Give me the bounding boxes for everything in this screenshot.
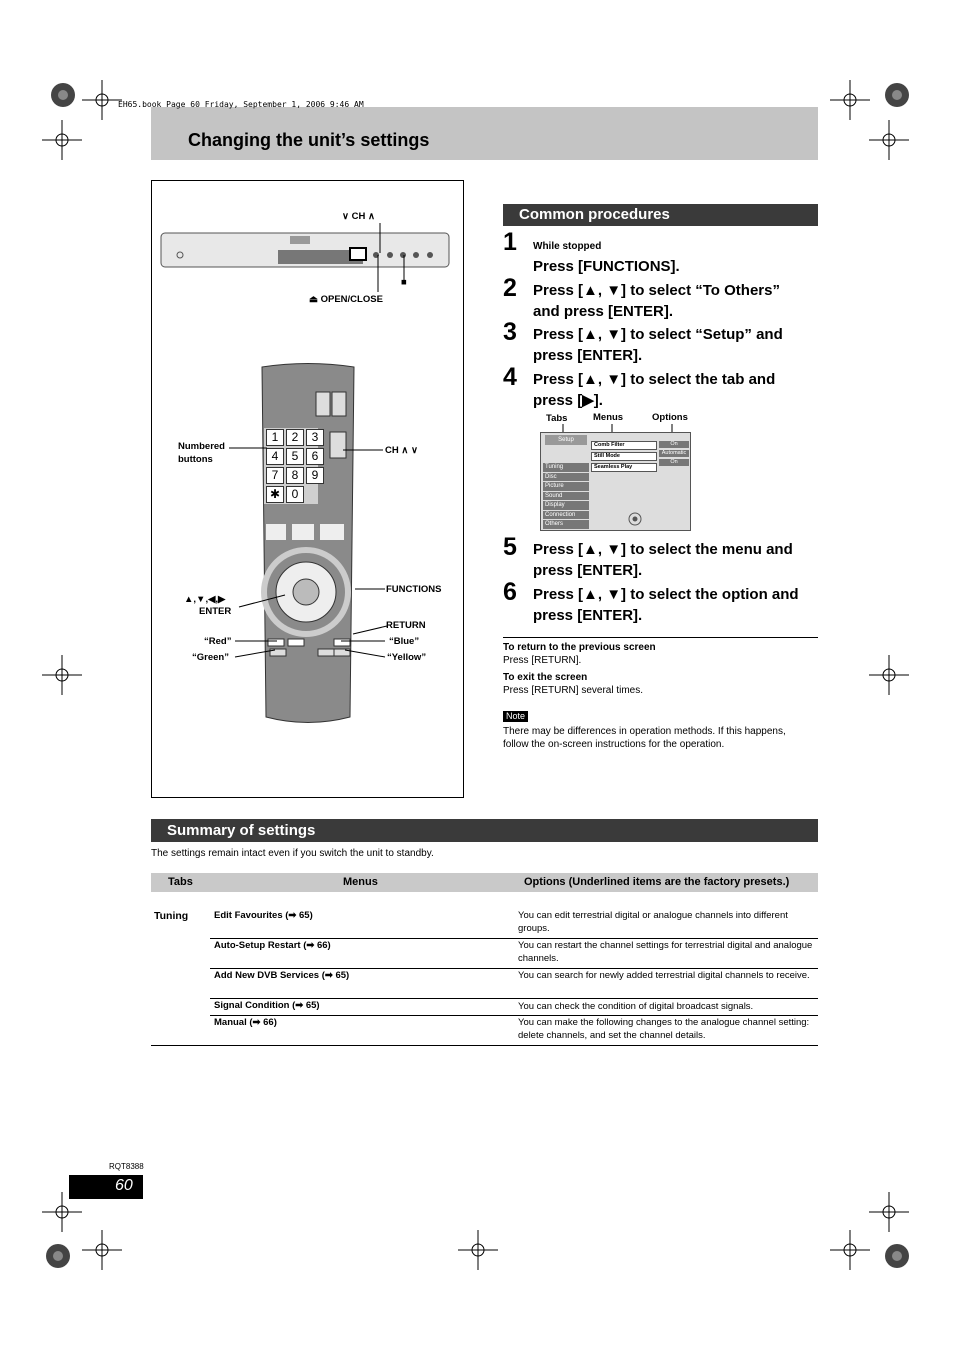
step-5-line2: press [ENTER]. xyxy=(533,562,643,579)
step-4-line2: press [▶]. xyxy=(533,392,603,409)
key-3: 3 xyxy=(306,429,324,446)
ch-right-label: CH ∧ ∨ xyxy=(385,445,418,456)
step-6-line2: press [ENTER]. xyxy=(533,607,643,624)
step-1-precondition: While stopped xyxy=(533,241,602,252)
screen-option: Automatic xyxy=(659,450,689,457)
key-6: 6 xyxy=(306,448,324,465)
procedures-divider xyxy=(503,637,818,638)
screen-option: On xyxy=(659,459,689,466)
screen-tab: Picture xyxy=(543,482,589,491)
setup-screen-title: Setup xyxy=(545,435,587,445)
key-9: 9 xyxy=(306,467,324,484)
table-bottom-line xyxy=(151,1045,818,1046)
step-2-line2: and press [ENTER]. xyxy=(533,303,674,320)
file-info: EH65.book Page 60 Friday, September 1, 2006 9:46 AM xyxy=(118,100,364,109)
note-line-1: There may be differences in operation methods. If this happens, xyxy=(503,726,786,737)
registration-mark-icon xyxy=(43,75,83,115)
common-procedures-heading: Common procedures xyxy=(503,204,818,226)
screen-navigation-icon xyxy=(625,511,645,527)
return-heading: To return to the previous screen xyxy=(503,642,656,653)
numbered-buttons-label-2: buttons xyxy=(178,454,213,465)
table-row-option: You can make the following changes to the analogue channel setting: delete channels, and set the channel details. xyxy=(518,1017,810,1041)
screen-menu: Still Mode xyxy=(591,452,657,461)
registration-mark-icon xyxy=(877,1236,917,1276)
table-row-menu: Edit Favourites (➡ 65) xyxy=(214,910,313,921)
step-5-number: 5 xyxy=(503,533,517,561)
table-row-option: You can search for newly added terrestrial digital channels to receive. xyxy=(518,970,810,981)
setup-screen xyxy=(540,432,691,531)
open-close-label: ⏏ OPEN/CLOSE xyxy=(309,294,383,305)
screen-option: On xyxy=(659,441,689,448)
page-number: 60 xyxy=(115,1177,133,1194)
screen-label-tabs: Tabs xyxy=(546,413,568,424)
screen-tab: Sound xyxy=(543,492,589,501)
screen-tab: Connection xyxy=(543,511,589,520)
table-row-menu: Signal Condition (➡ 65) xyxy=(214,1000,320,1011)
exit-heading: To exit the screen xyxy=(503,672,588,683)
key-5: 5 xyxy=(286,448,304,465)
stop-symbol: ■ xyxy=(401,277,407,288)
screen-tab: Display xyxy=(543,501,589,510)
key-star: ✱ xyxy=(266,486,284,503)
page-title: Changing the unit’s settings xyxy=(188,130,430,150)
table-row-menu: Auto-Setup Restart (➡ 66) xyxy=(214,940,331,951)
numbered-buttons-label-1: Numbered xyxy=(178,441,225,452)
row-divider xyxy=(210,998,818,999)
crosshair-icon xyxy=(82,1230,122,1270)
remote-leader-lines xyxy=(225,440,395,670)
enter-label: ENTER xyxy=(199,606,232,617)
key-8: 8 xyxy=(286,467,304,484)
step-6-number: 6 xyxy=(503,578,517,606)
red-label: “Red” xyxy=(204,636,232,647)
screen-menu: Seamless Play xyxy=(591,463,657,472)
ch-top-label: ∨ CH ∧ xyxy=(342,211,375,222)
screen-menus xyxy=(591,441,657,474)
crosshair-icon xyxy=(458,1230,498,1270)
tab-tuning: Tuning xyxy=(154,910,189,922)
crosshair-icon xyxy=(869,655,909,695)
summary-intro: The settings remain intact even if you switch the unit to standby. xyxy=(151,848,434,859)
leader-lines xyxy=(160,215,460,300)
screen-tab: Tuning xyxy=(543,463,589,472)
return-text: Press [RETURN]. xyxy=(503,655,582,666)
blue-label: “Blue” xyxy=(389,636,420,647)
screen-label-options: Options xyxy=(652,412,688,423)
screen-options xyxy=(659,441,689,468)
key-1: 1 xyxy=(266,429,284,446)
step-1-text: Press [FUNCTIONS]. xyxy=(533,258,680,275)
screen-tabs xyxy=(543,463,589,530)
yellow-label: “Yellow” xyxy=(387,652,427,663)
step-3-line1: Press [▲, ▼] to select “Setup” and xyxy=(533,326,783,343)
step-2-line1: Press [▲, ▼] to select “To Others” xyxy=(533,282,780,299)
step-6-line1: Press [▲, ▼] to select the option and xyxy=(533,586,799,603)
col-tabs: Tabs xyxy=(168,876,193,888)
key-2: 2 xyxy=(286,429,304,446)
registration-mark-icon xyxy=(877,75,917,115)
table-row-option: You can check the condition of digital broadcast signals. xyxy=(518,1001,754,1012)
crosshair-icon xyxy=(830,1230,870,1270)
summary-heading: Summary of settings xyxy=(151,819,818,842)
col-menus: Menus xyxy=(343,876,378,888)
table-row-menu: Manual (➡ 66) xyxy=(214,1017,277,1028)
table-row-option: You can restart the channel settings for terrestrial digital and analogue channels. xyxy=(518,940,813,964)
crosshair-icon xyxy=(42,120,82,160)
registration-mark-icon xyxy=(38,1236,78,1276)
functions-label: FUNCTIONS xyxy=(386,584,442,595)
step-2-number: 2 xyxy=(503,274,517,302)
step-3-line2: press [ENTER]. xyxy=(533,347,643,364)
crosshair-icon xyxy=(42,655,82,695)
key-7: 7 xyxy=(266,467,284,484)
arrows-label: ▲,▼,◀,▶ xyxy=(184,594,226,605)
screen-label-menus: Menus xyxy=(593,412,624,423)
key-0: 0 xyxy=(286,486,304,503)
exit-text: Press [RETURN] several times. xyxy=(503,685,644,696)
step-4-number: 4 xyxy=(503,363,517,391)
table-row-option: You can edit terrestrial digital or analogue channels into different groups. xyxy=(518,910,788,934)
step-5-line1: Press [▲, ▼] to select the menu and xyxy=(533,541,793,558)
key-4: 4 xyxy=(266,448,284,465)
step-4-line1: Press [▲, ▼] to select the tab and xyxy=(533,371,776,388)
crosshair-icon xyxy=(82,80,122,120)
step-1-number: 1 xyxy=(503,228,517,256)
table-row-menu: Add New DVB Services (➡ 65) xyxy=(214,970,350,981)
screen-menu: Comb Filter xyxy=(591,441,657,450)
crosshair-icon xyxy=(869,120,909,160)
green-label: “Green” xyxy=(192,652,229,663)
screen-tab: Others xyxy=(543,520,589,529)
crosshair-icon xyxy=(869,1192,909,1232)
note-badge: Note xyxy=(503,711,528,722)
return-label: RETURN xyxy=(386,620,426,631)
note-line-2: follow the on-screen instructions for the operation. xyxy=(503,739,725,750)
crosshair-icon xyxy=(830,80,870,120)
document-code: RQT8388 xyxy=(109,1162,144,1171)
screen-tab: Disc xyxy=(543,473,589,482)
col-options: Options (Underlined items are the factory presets.) xyxy=(524,876,790,888)
step-3-number: 3 xyxy=(503,318,517,346)
